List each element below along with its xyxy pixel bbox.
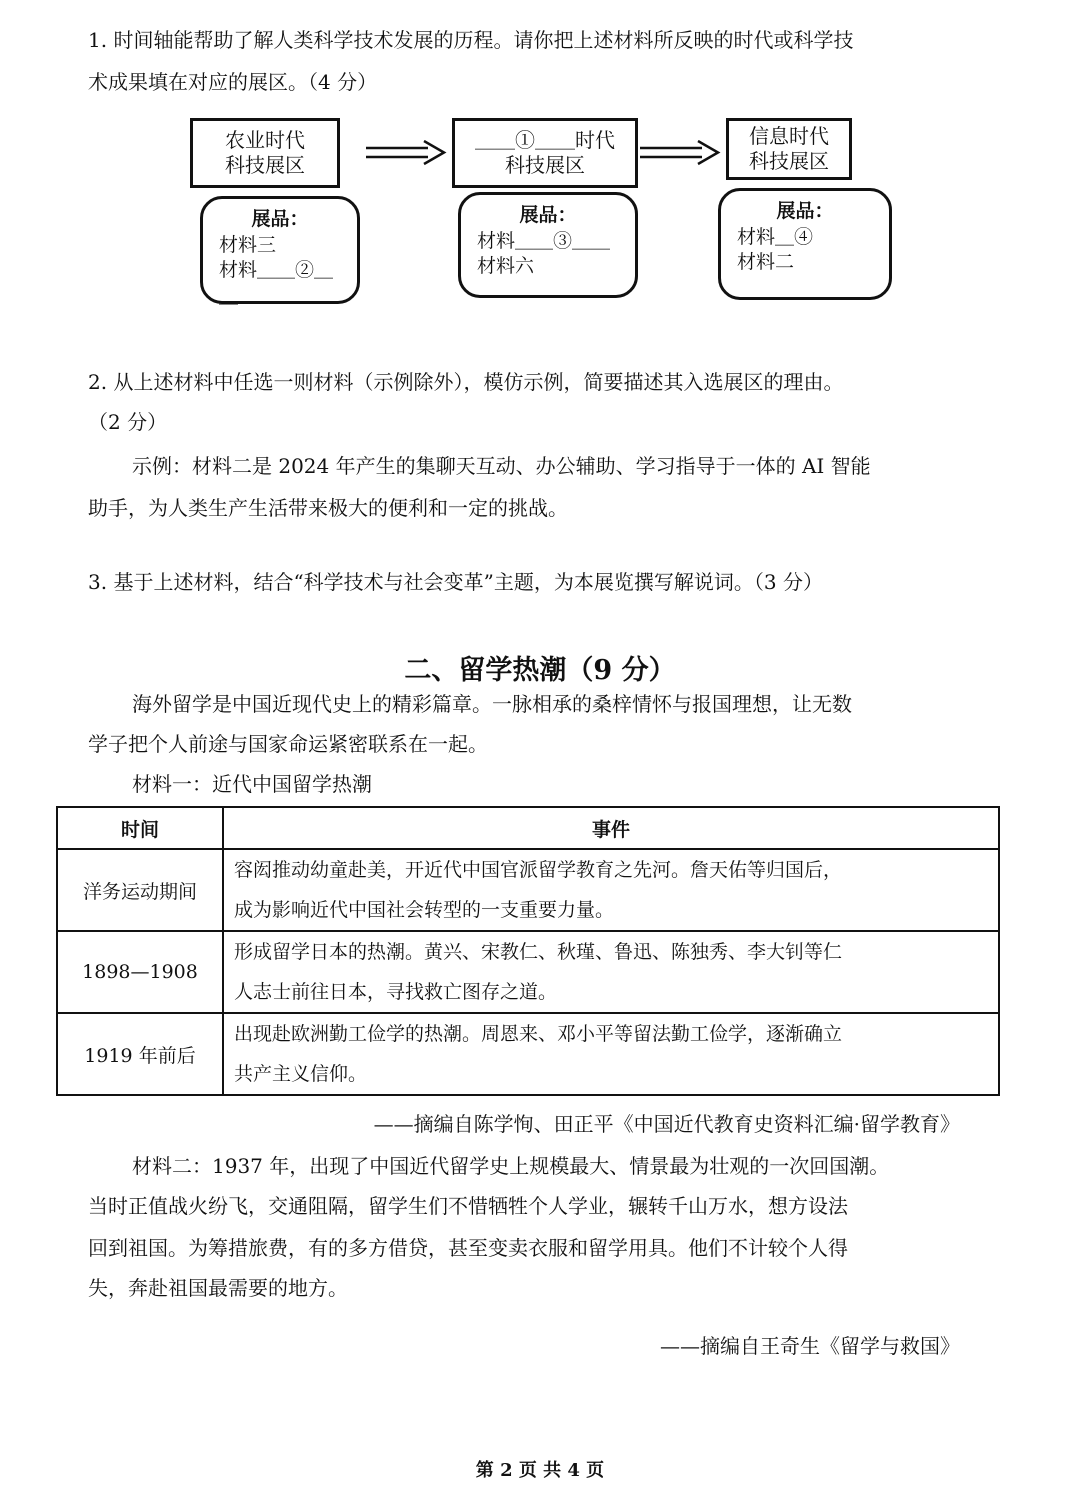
material2-line3: 回到祖国。为筹措旅费，有的多方借贷，甚至变卖衣服和留学用具。他们不计较个人得 (88, 1236, 848, 1260)
event-cell (223, 1013, 999, 1095)
era-box-blank-1 (452, 118, 638, 188)
table-row (57, 849, 999, 931)
era-title: 农业时代 (225, 128, 305, 152)
material2-line2: 当时正值战火纷飞，交通阻隔，留学生们不惜牺牲个人学业，辗转千山万水，想方设法 (88, 1194, 848, 1218)
era-box-agriculture (190, 118, 340, 188)
exhibit-item-blank-4: 材料＿④ (737, 225, 814, 248)
arrow-icon (366, 140, 448, 166)
material1-source: ——摘编自陈学恂、田正平《中国近代教育史资料汇编·留学教育》 (373, 1112, 960, 1136)
material1-table (56, 806, 1000, 1096)
era-title: 信息时代 (749, 124, 829, 148)
q2-example-line2: 助手，为人类生产生活带来极大的便利和一定的挑战。 (88, 496, 568, 520)
exhibit-heading: 展品： (251, 208, 309, 230)
event-line: 容闳推动幼童赴美，开近代中国官派留学教育之先河。詹天佑等归国后， (234, 859, 843, 881)
section-intro-line1: 海外留学是中国近现代史上的精彩篇章。一脉相承的桑梓情怀与报国理想，让无数 (132, 692, 852, 716)
q1-line1: 1. 时间轴能帮助了解人类科学技术发展的历程。请你把上述材料所反映的时代或科学技 (88, 28, 854, 52)
section-title: 二、留学热潮（9 分） (404, 655, 676, 686)
exhibit-heading: 展品： (776, 200, 834, 222)
section-intro-line2: 学子把个人前途与国家命运紧密联系在一起。 (88, 732, 488, 756)
q1-line2: 术成果填在对应的展区。（4 分） (88, 70, 378, 94)
arrow-icon (640, 140, 722, 166)
era-box-information (726, 118, 852, 180)
exhibit-heading: 展品： (519, 204, 577, 226)
event-line: 形成留学日本的热潮。黄兴、宋教仁、秋瑾、鲁迅、陈独秀、李大钊等仁 (234, 941, 843, 963)
event-line: 人志士前往日本，寻找救亡图存之道。 (234, 981, 558, 1003)
exhibit-item-blank-2: 材料＿＿②＿＿ (219, 259, 334, 307)
event-line: 成为影响近代中国社会转型的一支重要力量。 (234, 899, 615, 921)
q2-line2: （2 分） (88, 410, 168, 434)
era-subtitle: 科技展区 (749, 149, 829, 173)
exhibit-item: 材料三 (219, 233, 277, 256)
time-cell: 1919 年前后 (57, 1013, 223, 1095)
event-line: 共产主义信仰。 (234, 1063, 368, 1085)
era-subtitle: 科技展区 (505, 153, 585, 177)
table-header-row (57, 807, 999, 849)
q2-example-line1: 示例：材料二是 2024 年产生的集聊天互动、办公辅助、学习指导于一体的 AI 智能 (132, 454, 871, 478)
table-row (57, 1013, 999, 1095)
q3-line1: 3. 基于上述材料，结合“科学技术与社会变革”主题，为本展览撰写解说词。（3 分） (88, 570, 823, 594)
exhibit-box-agriculture (200, 196, 360, 307)
material1-label: 材料一：近代中国留学热潮 (132, 772, 372, 796)
table-row (57, 931, 999, 1013)
page-number: 第 2 页 共 4 页 (475, 1460, 605, 1481)
time-cell: 洋务运动期间 (57, 849, 223, 931)
exhibit-item: 材料二 (737, 251, 795, 274)
era-subtitle: 科技展区 (225, 153, 305, 177)
material2-line1: 材料二：1937 年，出现了中国近代留学史上规模最大、情景最为壮观的一次回国潮。 (132, 1154, 890, 1178)
exhibit-item-blank-3: 材料＿＿③＿＿ (477, 229, 611, 252)
time-cell: 1898—1908 (57, 931, 223, 1013)
material2-source: ——摘编自王奇生《留学与救国》 (660, 1334, 960, 1358)
q2-line1: 2. 从上述材料中任选一则材料（示例除外），模仿示例，简要描述其入选展区的理由。 (88, 370, 844, 394)
exhibit-box-information (718, 188, 892, 300)
exhibit-item: 材料六 (477, 255, 535, 278)
event-cell (223, 931, 999, 1013)
event-cell (223, 849, 999, 931)
exhibit-box-blank-era (458, 192, 638, 298)
material2-line4: 失，奔赴祖国最需要的地方。 (88, 1276, 348, 1300)
column-header-time: 时间 (57, 807, 223, 849)
event-line: 出现赴欧洲勤工俭学的热潮。周恩来、邓小平等留法勤工俭学，逐渐确立 (234, 1023, 843, 1045)
era-title: ＿＿①＿＿时代 (475, 128, 615, 152)
column-header-event: 事件 (223, 807, 999, 849)
